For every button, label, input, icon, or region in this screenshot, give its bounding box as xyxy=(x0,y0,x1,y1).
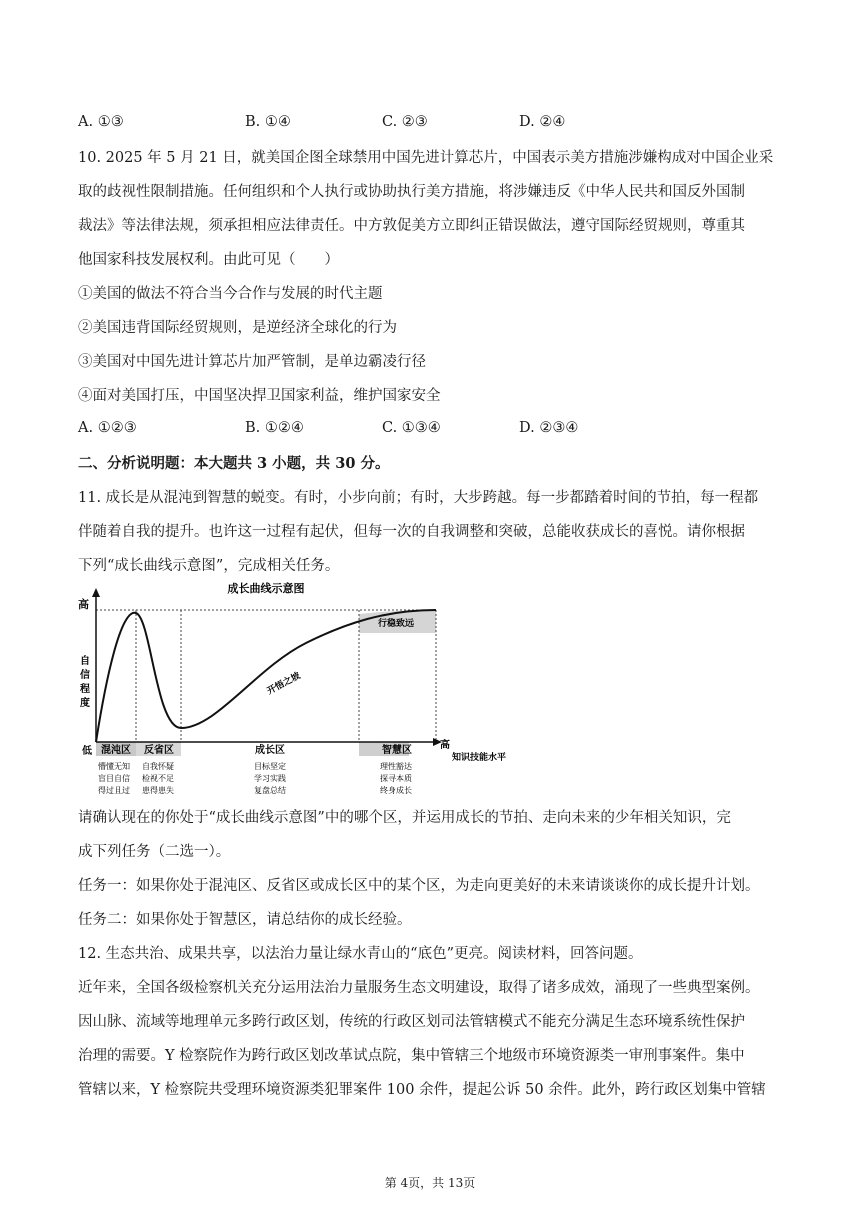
zone-note: 盲目自信 xyxy=(98,774,130,783)
q10-statement: ④面对美国打压，中国坚决捍卫国家利益，维护国家安全 xyxy=(78,388,441,404)
q11-task-two: 任务二：如果你处于智慧区，请总结你的成长经验。 xyxy=(78,912,412,928)
x-axis-label: 知识技能水平 xyxy=(452,753,507,763)
q9-option-c: C. ②③ xyxy=(382,114,428,130)
curve-label: 开悟之坡 xyxy=(265,671,303,697)
q9-option-a: A. ①③ xyxy=(78,114,124,130)
q11-stem-line: 11. 成长是从混沌到智慧的蜕变。有时，小步向前；有时，大步跨越。每一步都踏着时间的节拍，每一程都 xyxy=(78,490,759,506)
y-label-char: 信 xyxy=(80,670,90,681)
origin-low: 低 xyxy=(82,746,92,757)
x-axis-high: 高 xyxy=(440,740,450,751)
y-label-char: 程 xyxy=(80,684,90,695)
q12-material-line: 管辖以来，Y 检察院共受理环境资源类犯罪案件 100 余件，提起公诉 50 余件。此外，跨行政区划集中管辖 xyxy=(78,1082,766,1098)
zone-note: 学习实践 xyxy=(254,774,286,783)
plateau-label: 行稳致远 xyxy=(378,619,415,629)
q11-stem-line: 伴随着自我的提升。也许这一过程有起伏，但每一次的自我调整和突破，总能收获成长的喜悦。请你根据 xyxy=(78,524,745,540)
q12-material-line: 因山脉、流域等地理单元多跨行政区划，传统的行政区划司法管辖模式不能充分满足生态环境系统性保护 xyxy=(78,1014,745,1030)
q10-stem-line: 裁法》等法律法规，须承担相应法律责任。中方敦促美方立即纠正错误做法，遵守国际经贸规则，尊重其 xyxy=(78,218,745,234)
q12-stem-line: 12. 生态共治、成果共享，以法治力量让绿水青山的“底色”更亮。阅读材料，回答问题。 xyxy=(78,946,643,962)
y-label-char: 自 xyxy=(80,656,90,667)
q10-option-a: A. ①②③ xyxy=(78,420,137,436)
q9-option-b: B. ①④ xyxy=(245,114,291,130)
section-heading: 二、分析说明题：本大题共 3 小题，共 30 分。 xyxy=(78,455,390,472)
q10-stem-line: 10. 2025 年 5 月 21 日，就美国企图全球禁用中国先进计算芯片，中国表示美方措施涉嫌构成对中国企业采 xyxy=(78,150,774,166)
q10-stem-line: 取的歧视性限制措施。任何组织和个人执行或协助执行美方措施，将涉嫌违反《中华人民共和国反外国制 xyxy=(78,184,745,200)
q12-material-line: 近年来，全国各级检察机关充分运用法治力量服务生态文明建设，取得了诸多成效，涌现了一些典型案例。 xyxy=(78,980,760,996)
zone-note: 复盘总结 xyxy=(254,786,286,795)
zone-note: 患得患失 xyxy=(142,786,174,795)
q11-prompt-line: 成下列任务（二选一）。 xyxy=(78,844,231,860)
q10-statement: ②美国违背国际经贸规则，是逆经济全球化的行为 xyxy=(78,320,397,336)
q12-material-line: 治理的需要。Y 检察院作为跨行政区划改革试点院，集中管辖三个地级市环境资源类一审刑事案件。集中 xyxy=(78,1048,745,1064)
y-axis-high: 高 xyxy=(78,598,89,611)
zone-note: 终身成长 xyxy=(380,786,412,795)
zone-note: 目标坚定 xyxy=(254,762,286,771)
zone-label-chaos: 混沌区 xyxy=(101,745,131,756)
q11-stem-line: 下列“成长曲线示意图”，完成相关任务。 xyxy=(78,558,340,574)
q10-statement: ③美国对中国先进计算芯片加严管制，是单边霸凌行径 xyxy=(78,354,426,370)
zone-label-wisdom: 智慧区 xyxy=(382,745,412,756)
figure-title: 成长曲线示意图 xyxy=(227,582,305,595)
q10-option-b: B. ①②④ xyxy=(245,420,304,436)
zone-note: 自我怀疑 xyxy=(142,762,174,771)
q9-options xyxy=(78,114,778,134)
zone-note: 得过且过 xyxy=(98,786,130,795)
q9-option-d: D. ②④ xyxy=(519,114,566,130)
page-footer: 第 4页，共 13页 xyxy=(384,1176,476,1190)
zone-note: 探寻本质 xyxy=(380,774,412,783)
zone-note: 懵懂无知 xyxy=(98,762,130,771)
growth-curve-figure xyxy=(76,578,536,796)
q10-options xyxy=(78,420,778,440)
zone-note: 检视不足 xyxy=(142,774,174,783)
zone-label-growth: 成长区 xyxy=(255,745,285,756)
q10-option-d: D. ②③④ xyxy=(519,420,579,436)
zone-note: 理性豁达 xyxy=(380,762,412,771)
q11-task-one: 任务一：如果你处于混沌区、反省区或成长区中的某个区，为走向更美好的未来请谈谈你的成长提升计划。 xyxy=(78,878,760,894)
q10-stem-line: 他国家科技发展权利。由此可见（ ） xyxy=(78,252,339,268)
q11-prompt-line: 请确认现在的你处于“成长曲线示意图”中的哪个区，并运用成长的节拍、走向未来的少年相关知识，完 xyxy=(78,810,731,826)
y-label-char: 度 xyxy=(80,698,90,709)
q10-statement: ①美国的做法不符合当今合作与发展的时代主题 xyxy=(78,286,383,302)
zone-label-reflect: 反省区 xyxy=(144,745,174,756)
q10-option-c: C. ①③④ xyxy=(382,420,441,436)
